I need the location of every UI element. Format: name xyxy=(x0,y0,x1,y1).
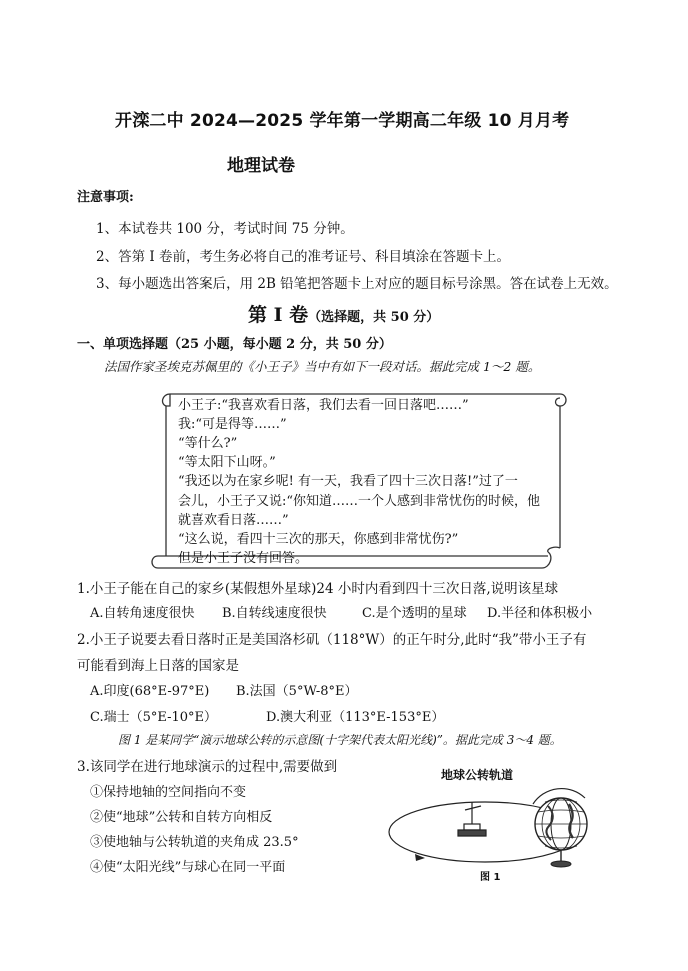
q3-option-3: ③使地轴与公转轨道的夹角成 23.5° xyxy=(90,835,299,850)
notice-heading: 注意事项: xyxy=(77,190,134,205)
figure-caption: 图 1 xyxy=(480,872,501,883)
figure-intro: 图 1 是某同学“演示地球公转的示意图(十字架代表太阳光线)”。据此完成 3～4 题。 xyxy=(118,733,562,747)
question-2-stem-cont: 可能看到海上日落的国家是 xyxy=(77,658,239,674)
section-title-note: （选择题，共 50 分） xyxy=(308,310,440,325)
scroll-line: 小王子:“我喜欢看日落，我们去看一回日落吧……” xyxy=(178,398,469,413)
q3-option-2: ②使“地球”公转和自转方向相反 xyxy=(90,810,273,825)
scroll-line: 但是小王子没有回答。 xyxy=(178,551,309,566)
scroll-line: 我:“可是得等……” xyxy=(178,417,287,432)
scroll-line: “这么说，看四十三次的那天，你感到非常忧伤?” xyxy=(178,532,459,547)
part-heading: 一、单项选择题（25 小题，每小题 2 分，共 50 分） xyxy=(77,337,392,352)
scroll-line: 会儿，小王子又说:“你知道……一个人感到非常忧伤的时候，他 xyxy=(178,494,541,509)
q2-option-a: A.印度(68°E-97°E) xyxy=(90,684,210,699)
q2-option-d: D.澳大利亚（113°E-153°E） xyxy=(266,710,445,725)
orbit-diagram xyxy=(385,782,595,874)
q2-option-b: B.法国（5°W-8°E） xyxy=(236,684,358,699)
scroll-line: 就喜欢看日落……” xyxy=(178,513,289,528)
part-intro: 法国作家圣埃克苏佩里的《小王子》当中有如下一段对话。据此完成 1～2 题。 xyxy=(104,359,541,374)
globe-icon xyxy=(533,789,587,867)
q3-option-4: ④使“太阳光线”与球心在同一平面 xyxy=(90,860,286,875)
exam-subtitle: 地理试卷 xyxy=(227,156,295,176)
q1-option-b: B.自转线速度很快 xyxy=(222,606,327,621)
q1-option-c: C.是个透明的星球 xyxy=(362,606,467,621)
notice-item: 2、答第 I 卷前，考生务必将自己的准考证号、科目填涂在答题卡上。 xyxy=(96,249,511,265)
q1-option-a: A.自转角速度很快 xyxy=(90,606,195,621)
scroll-line: “等什么?” xyxy=(178,436,238,451)
q1-option-d: D.半径和体积极小 xyxy=(487,606,593,621)
question-1-stem: 1.小王子能在自己的家乡(某假想外星球)24 小时内看到四十三次日落,说明该星球 xyxy=(77,581,559,597)
exam-title: 开滦二中 2024—2025 学年第一学期高二年级 10 月月考 xyxy=(115,111,570,131)
notice-item: 3、每小题选出答案后，用 2B 铅笔把答题卡上对应的题目标号涂黑。答在试卷上无效。 xyxy=(96,276,618,292)
scroll-line: “我还以为在家乡呢! 有一天，我看了四十三次日落!”过了一 xyxy=(178,474,518,489)
q3-option-1: ①保持地轴的空间指向不变 xyxy=(90,785,247,800)
figure-title: 地球公转轨道 xyxy=(441,768,514,782)
q2-option-c: C.瑞士（5°E-10°E） xyxy=(90,710,218,725)
notice-item: 1、本试卷共 100 分，考试时间 75 分钟。 xyxy=(96,221,354,237)
section-title xyxy=(248,300,439,327)
question-3-stem: 3.该同学在进行地球演示的过程中,需要做到 xyxy=(77,759,338,775)
sun-ray-cross xyxy=(458,802,486,836)
question-2-stem: 2.小王子说要去看日落时正是美国洛杉矶（118°W）的正午时分,此时“我”带小王子有 xyxy=(77,632,587,648)
section-title-main: 第 I 卷 xyxy=(248,304,309,326)
scroll-line: “等太阳下山呀。” xyxy=(178,455,276,470)
